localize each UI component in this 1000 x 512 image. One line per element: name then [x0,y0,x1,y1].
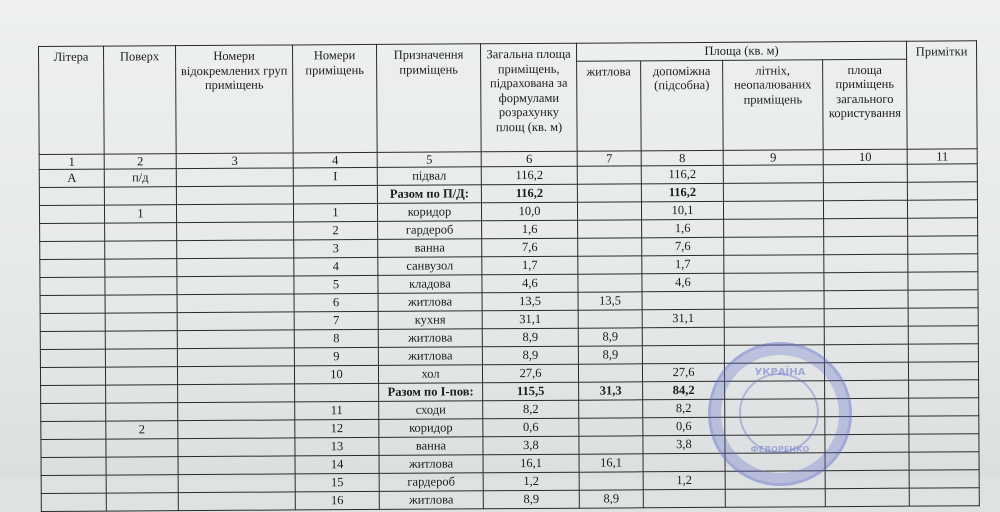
notary-stamp-seal: УКРАЇНА ФЕДОРЕНКО [708,342,852,486]
cell-summer [724,254,824,273]
cell-floor [105,294,177,312]
cell-purpose: Разом по І-пов: [379,382,483,401]
header-groups: Номери відокремлених груп приміщень [176,45,294,153]
cell-litera [40,331,105,349]
cell-notes [909,397,979,415]
cell-common [823,200,907,219]
cell-floor [105,312,177,330]
cell-room: 5 [294,275,378,294]
cell-aux [642,345,724,364]
cell-group [176,185,293,204]
cell-room: 16 [295,491,379,510]
col-number: 11 [907,148,977,163]
cell-living: 13,5 [578,291,642,309]
cell-group [176,167,293,186]
cell-aux: 0,6 [643,417,725,436]
cell-notes [909,379,979,397]
col-number: 9 [723,149,823,165]
cell-group [177,311,294,330]
cell-litera [41,493,106,511]
cell-floor [105,366,177,384]
cell-floor: 2 [106,420,178,438]
cell-purpose: ванна [378,238,482,257]
cell-common [824,254,908,273]
cell-common [824,236,908,255]
cell-litera: А [39,169,104,187]
cell-room: 2 [294,221,378,240]
header-aux: допоміжна (підсобна) [641,60,724,150]
cell-notes [909,415,979,433]
cell-room: 8 [294,329,378,348]
cell-living: 16,1 [579,453,643,471]
cell-purpose: сходи [379,400,483,419]
cell-floor [104,186,176,204]
cell-litera [40,367,105,385]
header-rooms: Номери приміщень [292,44,377,152]
cell-group [178,401,295,420]
cell-floor [105,222,177,240]
cell-total: 116,2 [481,184,577,203]
cell-group [178,437,295,456]
cell-room: 9 [294,347,378,366]
cell-aux: 27,6 [642,363,724,382]
col-number: 10 [823,149,907,165]
cell-litera [41,457,106,475]
cell-litera [40,313,105,331]
cell-total: 0,6 [483,418,579,437]
cell-living: 31,3 [579,381,643,399]
cell-living [578,309,642,327]
cell-living [578,363,642,381]
cell-litera [40,277,105,295]
cell-common [824,218,908,237]
cell-purpose: житлова [379,454,483,473]
cell-living [579,417,643,435]
cell-total: 1,6 [482,220,578,239]
cell-living [577,183,641,201]
cell-notes [909,433,979,451]
cell-purpose: кухня [378,310,482,329]
cell-summer [725,488,825,507]
cell-total: 7,6 [482,238,578,257]
cell-floor [105,276,177,294]
cell-purpose: кладова [378,274,482,293]
cell-litera [40,223,105,241]
cell-group [177,365,294,384]
cell-purpose: хол [378,364,482,383]
cell-purpose: гардероб [378,220,482,239]
cell-floor: 1 [104,204,176,222]
cell-group [177,293,294,312]
cell-litera [41,439,106,457]
cell-floor [105,258,177,276]
cell-notes [908,289,978,307]
cell-living [579,471,643,489]
cell-aux: 1,7 [642,255,724,274]
cell-total: 10,0 [481,202,577,221]
header-litera: Літера [39,46,105,154]
header-common: площа приміщень загального користування [823,59,908,150]
cell-notes [907,199,977,217]
cell-room: 11 [295,401,379,420]
header-area: Площа (кв. м) [576,41,906,61]
cell-room: 14 [295,455,379,474]
cell-litera [39,205,104,223]
cell-aux: 4,6 [642,273,724,292]
cell-common [824,272,908,291]
cell-purpose: Разом по П/Д: [377,184,481,203]
cell-aux: 116,2 [641,183,723,202]
cell-aux [643,453,725,472]
cell-summer [724,290,824,309]
cell-total: 1,2 [483,472,579,491]
cell-group [176,203,293,222]
cell-common [825,488,909,507]
cell-notes [907,181,977,199]
header-total: Загальна площа приміщень, підрахована за формулами розрахунку площ (кв. м) [480,43,577,151]
cell-floor [106,384,178,402]
header-summer: літніх, неопалюваних приміщень [723,59,824,150]
cell-litera [41,385,106,403]
cell-notes [907,163,977,181]
cell-purpose: житлова [379,490,483,509]
cell-summer [724,308,824,327]
cell-group [177,221,294,240]
cell-litera [40,259,105,277]
col-number: 1 [39,154,104,169]
cell-living [578,219,642,237]
cell-common [824,290,908,309]
cell-purpose: коридор [377,202,481,221]
col-number: 8 [641,150,723,166]
cell-notes [909,487,979,505]
cell-room: 4 [294,257,378,276]
cell-purpose: житлова [378,328,482,347]
cell-notes [908,361,978,379]
cell-total: 4,6 [482,274,578,293]
col-number: 4 [293,152,377,168]
cell-room: 7 [294,311,378,330]
cell-group [177,239,294,258]
cell-summer [724,218,824,237]
cell-notes [908,253,978,271]
header-floor: Поверх [104,46,177,154]
cell-aux [642,327,724,346]
cell-group [178,383,295,402]
col-number: 2 [104,153,176,168]
cell-floor [106,492,178,510]
cell-total: 116,2 [481,166,577,185]
cell-notes [908,271,978,289]
cell-aux: 1,2 [643,471,725,490]
header-purpose: Призначення приміщень [376,44,481,152]
cell-common [824,308,908,327]
cell-summer [723,182,823,201]
cell-total: 3,8 [483,436,579,455]
cell-group [178,419,295,438]
cell-floor [106,456,178,474]
cell-room: 10 [294,365,378,384]
cell-purpose: підвал [377,166,481,185]
cell-purpose: житлова [378,292,482,311]
cell-purpose: санвузол [378,256,482,275]
cell-aux: 1,6 [642,219,724,238]
cell-litera [40,241,105,259]
cell-litera [40,349,105,367]
cell-living [578,255,642,273]
cell-aux: 3,8 [643,435,725,454]
cell-floor [106,438,178,456]
cell-litera [39,187,104,205]
col-number: 6 [481,151,577,167]
cell-total: 8,9 [482,328,578,347]
cell-aux: 8,2 [643,399,725,418]
cell-purpose: житлова [378,346,482,365]
cell-floor [105,240,177,258]
cell-notes [908,235,978,253]
col-number: 7 [577,150,641,165]
cell-room: 13 [295,437,379,456]
cell-total: 27,6 [482,364,578,383]
cell-common [823,182,907,201]
cell-room: 12 [295,419,379,438]
cell-group [178,473,295,492]
cell-litera [41,421,106,439]
cell-floor: п/д [104,168,176,186]
cell-group [177,257,294,276]
cell-common [825,470,909,489]
cell-purpose: коридор [379,418,483,437]
cell-room: 6 [294,293,378,312]
col-number: 3 [176,152,293,168]
cell-living [579,435,643,453]
cell-purpose: гардероб [379,472,483,491]
cell-living: 8,9 [578,345,642,363]
cell-total: 31,1 [482,310,578,329]
cell-group [177,347,294,366]
cell-living [577,201,641,219]
cell-aux [643,489,725,508]
cell-living: 8,9 [579,489,643,507]
cell-room: І [293,167,377,186]
header-living: житлова [577,60,642,150]
cell-summer [723,200,823,219]
col-number: 5 [377,151,481,167]
cell-floor [105,330,177,348]
cell-notes [908,307,978,325]
cell-notes [909,451,979,469]
cell-living: 8,9 [578,327,642,345]
cell-group [178,491,295,510]
cell-litera [41,403,106,421]
cell-aux: 31,1 [642,309,724,328]
cell-room: 3 [294,239,378,258]
cell-room: 15 [295,473,379,492]
cell-notes [908,343,978,361]
cell-aux: 10,1 [641,201,723,220]
cell-aux: 7,6 [642,237,724,256]
cell-common [824,344,908,363]
table-body [39,163,979,511]
cell-floor [106,474,178,492]
cell-living [577,165,641,183]
cell-total: 1,7 [482,256,578,275]
cell-notes [908,325,978,343]
cell-group [177,275,294,294]
cell-group [178,455,295,474]
cell-group [177,329,294,348]
cell-living [578,237,642,255]
cell-notes [909,469,979,487]
cell-total: 8,9 [483,490,579,509]
cell-common [824,326,908,345]
cell-purpose: ванна [379,436,483,455]
cell-room: 1 [293,203,377,222]
cell-aux: 116,2 [641,165,723,184]
cell-floor [105,348,177,366]
cell-total: 8,2 [483,400,579,419]
cell-room [293,185,377,204]
cell-summer [723,164,823,183]
cell-total: 115,5 [483,382,579,401]
cell-aux: 84,2 [643,381,725,400]
cell-total: 16,1 [483,454,579,473]
cell-common [823,164,907,183]
cell-aux [642,291,724,310]
cell-living [579,399,643,417]
cell-summer [724,236,824,255]
header-notes: Примітки [907,41,978,149]
cell-room [295,383,379,402]
cell-litera [40,295,105,313]
cell-total: 13,5 [482,292,578,311]
cell-floor [106,402,178,420]
cell-notes [908,217,978,235]
cell-total: 8,9 [482,346,578,365]
cell-summer [724,272,824,291]
cell-litera [41,475,106,493]
cell-living [578,273,642,291]
